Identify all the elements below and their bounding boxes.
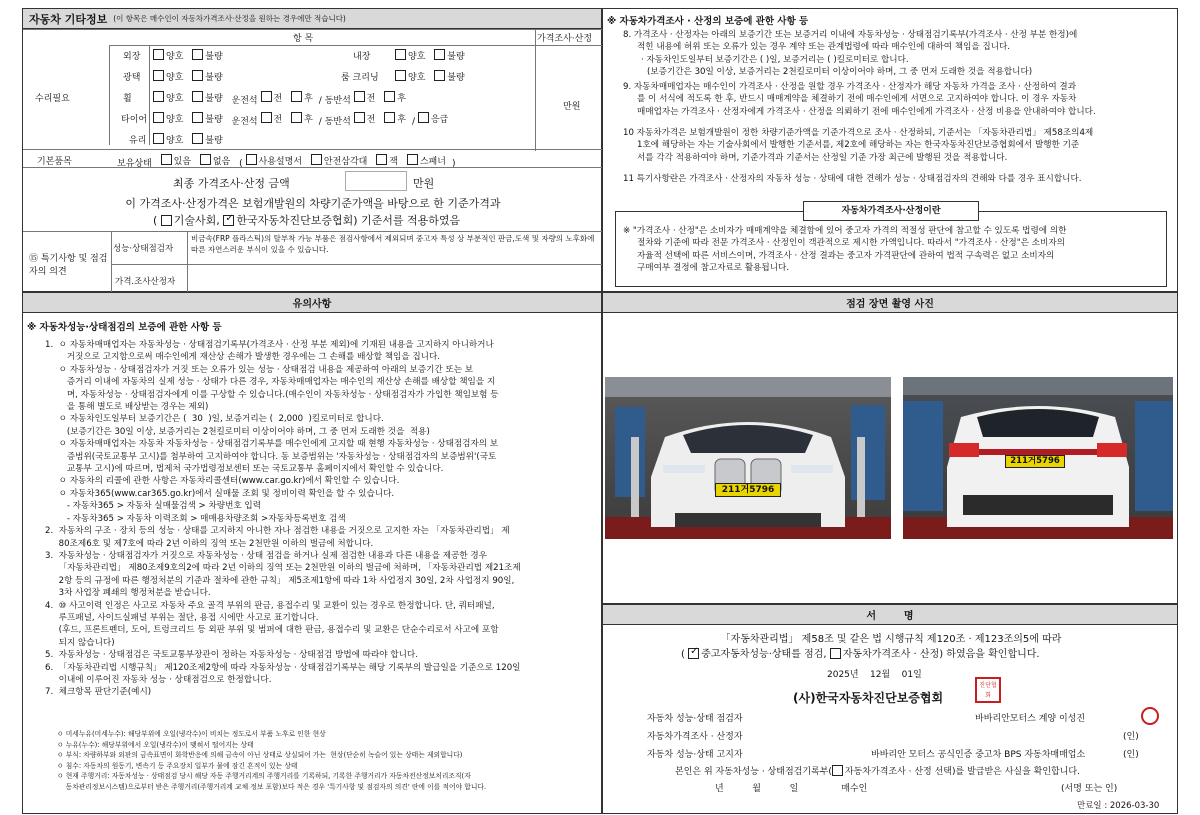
opt-label: 후 xyxy=(397,94,406,104)
triangle-checkbox[interactable] xyxy=(311,154,322,165)
opt-label: 불량 xyxy=(447,73,465,83)
note-line: 7. 체크항목 판단기준(예시) xyxy=(45,687,152,698)
price-inspector-label: 가격.조사산정자 xyxy=(115,277,176,287)
notes-criteria xyxy=(57,729,597,792)
wheel-label: 휠 xyxy=(123,94,132,104)
p10-line: 1호에 해당하는 자는 기술사회에서 발행한 기준서를, 제2호에 해당하는 자는 한국자동차진단보증협회에서 발행한 기준 xyxy=(637,140,1080,151)
glass-bad-checkbox[interactable] xyxy=(192,133,203,144)
driver-label: 운전석 xyxy=(231,117,258,127)
criteria-line: ㅇ 미세누유(미세누수): 해당부위에 오일(냉각수)이 비치는 정도로서 부품 노후로 인한 현상 xyxy=(57,730,326,738)
tire-driver-front-checkbox[interactable] xyxy=(261,112,272,123)
note-line: 3. 자동차성능 · 상태점검자가 거짓으로 자동차성능 · 상태 점검을 하거나 실제 점검한 내용과 다른 내용을 제공한 경우 xyxy=(45,550,487,561)
final-price-unit: 만원 xyxy=(413,177,435,190)
opt-label: 후 xyxy=(304,115,313,125)
jack-checkbox[interactable] xyxy=(376,154,387,165)
note-line: (보증기간은 30일 이상, 보증거리는 2천킬로미터 이상이어야 하며, 그 중 먼저 도래한 것을 적용) xyxy=(45,426,430,437)
opt-label: 양호 xyxy=(166,94,184,104)
sign-opt-a: 중고자동차성능·상태를 점검, xyxy=(701,649,827,660)
criteria-line: ㅇ 현재 주행거리: 자동차성능 · 상태점검 당시 해당 자동 주행거리계의 주행거리를 기록하되, 기록한 주행거리가 자동차전산정보처리조직(자 xyxy=(57,772,471,780)
criteria-line: ㅇ 부식: 차량하부와 외판의 금속표면이 화학반응에 의해 금속이 아닌 상태로 상실되어 가는 현상(단순히 녹슬어 있는 상태는 제외합니다) xyxy=(57,751,463,759)
manual-checkbox[interactable] xyxy=(246,154,257,165)
sign-statement1: 「자동차관리법」 제58조 및 같은 법 시행규칙 제120조 · 제123조의5에 따라 xyxy=(720,634,1062,645)
opt-label: 없음 xyxy=(212,157,231,167)
note-line: 2항 등의 규정에 따른 행정처분의 기준과 절차에 관한 규칙」 제5조제1항에 따라 1차 사업정지 30일, 2차 사업정지 90일, xyxy=(45,575,515,586)
other-info-section: 자동차 기타정보 (이 항목은 매수인이 자동차가격조사·산정을 원하는 경우에만 적습니다) 항 목 가격조사·산정 수리필요 만원 외장 양호 불량 내장 양호 불량 광택 양호 불량 룸 크리닝 양호 불량 휠 양호 불량 운전석 전 후 / 동반석 전 후 타이어 양호 불량 운전석 전 후 / 동반석 전 후 / 응급 유리 양호 불량 기본품목 보유상태 있음 없음 ( 사용설명서 안전삼각대 잭 스패너 ) 최종 가격조사·산정 금액 만원 이 가격조사·산정가격은 보험개발원의 차량기준가액을 바탕으로 한 기준가격과 ( 기술사회, ✓ 한국자동차진단보증협회) 기준서를 적용하였음 ⑮ 특기사항 및 점검자의 의견 성능·상태점검자 비금속(FRP 플라스틱)의 탈부착 가능 부품은 점검사항에서 제외되며 중고자 특성 상 부분적인 판금,도색 및 자량의 노후화에 따른 자연스러운 부식이 있을 수 있습니다. 가격.조사산정자 xyxy=(22,8,602,292)
p10-line: 서를 각각 적용하여야 하며, 기준가격과 기준서는 산정일 기준 가장 최근에 발행된 것을 적용합니다. xyxy=(637,152,1008,163)
opt-label: 양호 xyxy=(166,115,184,125)
note-line: 며, 자동차성능 · 상태점검자에게 이를 구상할 수 있습니다.(매수인이 자동차성능 · 상태점검자가 가입한 책임보험 등 xyxy=(45,389,499,400)
note-line: - 자동차365 > 자동차 이력조회 > 매매용차량조회 >자동차등록번호 검색 xyxy=(45,513,346,524)
note-line: 1. ㅇ 자동차매매업자는 자동차성능 · 상태점검기록부(가격조사 · 산정 부분 제외)에 기재된 내용을 고지하지 아니하거나 xyxy=(45,340,494,350)
opt-label: 불량 xyxy=(205,52,223,62)
opt-label: 전 xyxy=(273,115,283,125)
price-guarantee-section xyxy=(602,8,1178,292)
note-line: 루프패널, 사이드실패널 부위는 절단, 용접 시에만 사고로 표기합니다. xyxy=(45,612,319,623)
note-line: 거짓으로 고지함으로써 매수인에게 재산상 손해가 발생한 경우에는 그 손해를 배상할 책임을 집니다. xyxy=(45,352,440,363)
p8-line: 적힌 내용에 허위 또는 오류가 있는 경우 계약 또는 관계법령에 따라 매수인에 대하여 책임을 집니다. xyxy=(637,42,1011,53)
basis-opt2-label: 한국자동차진단보증협회) 기준서를 적용하였음 xyxy=(236,214,461,227)
none-checkbox[interactable] xyxy=(200,154,211,165)
special-label: ⑮ 특기사항 및 점검자의 의견 xyxy=(29,254,108,277)
opt-label: 있음 xyxy=(173,157,192,167)
note-line: (후드, 프론트펜더, 도어, 트렁크리드 등 외판 부위 및 범퍼에 대한 판금, 용접수리 및 교환은 단순수리로서 사고에 포함 xyxy=(45,625,499,636)
wheel-good-checkbox[interactable] xyxy=(153,91,164,102)
room-clean-good-checkbox[interactable] xyxy=(395,70,406,81)
tire-bad-checkbox[interactable] xyxy=(192,112,203,123)
gloss-bad-checkbox[interactable] xyxy=(192,70,203,81)
tire-label: 타이어 xyxy=(121,115,148,125)
rear-photo xyxy=(903,377,1173,539)
criteria-line: 동차관리정보시스템)으로부터 받은 주행거리(주행거리계 교체 정보 포함)보다 적은 경우 '특기사항 및 점검자의 의견' 란에 이를 적어야 합니다. xyxy=(57,782,487,791)
tire-driver-rear-checkbox[interactable] xyxy=(291,112,302,123)
opt-label: 불량 xyxy=(205,136,223,146)
p8 xyxy=(623,29,1077,79)
p8-line: · 자동차인도일부터 보증기간은 ( )일, 보증거리는 ( )킬로미터로 합니다. xyxy=(641,54,909,65)
opt-label: 불량 xyxy=(205,73,223,83)
opt-label: 전 xyxy=(366,115,376,125)
glass-good-checkbox[interactable] xyxy=(153,133,164,144)
repair-label: 수리필요 xyxy=(35,94,70,104)
opt-label: 잭 xyxy=(389,157,398,167)
p9-line: 매매업자는 가격조사 · 산정자에게 가격조사 · 산정을 의뢰하기 전에 매수인에게 가격조사 · 산정 비용을 안내하여야 합니다. xyxy=(637,106,1096,117)
note-line: 4. ⑩ 사고이력 인정은 사고로 자동차 주요 골격 부위의 판금, 용접수리 및 교환이 있는 경우로 한정합니다. 단, 쿼터패널, xyxy=(45,600,495,611)
basic-items-label: 기본품목 xyxy=(37,157,72,167)
sign-org: (사)한국자동차진단보증협회 xyxy=(793,691,944,705)
wheel-bad-checkbox[interactable] xyxy=(192,91,203,102)
photos-header: 점검 장면 촬영 사진 xyxy=(603,293,1177,313)
col-price-header: 가격조사·산정 xyxy=(537,34,593,44)
basis-opt1-label: 기술사회, xyxy=(173,214,220,227)
photos-section xyxy=(602,292,1178,604)
notes-section xyxy=(22,292,602,814)
sign-row-value: 바바리안모터스 계양 이성진 xyxy=(975,714,1086,724)
notes-list xyxy=(45,339,601,699)
org-seal xyxy=(975,677,1001,703)
opt-label: 양호 xyxy=(408,52,426,62)
tire-pass-rear-checkbox[interactable] xyxy=(384,112,395,123)
criteria-line: ㅇ 누유(누수): 해당부위에서 오일(냉각수)이 맺혀서 떨어지는 상태 xyxy=(57,740,254,749)
final-price-label: 최종 가격조사·산정 금액 xyxy=(173,177,290,190)
p9 xyxy=(623,81,1096,118)
note-line: - 자동차365 > 자동차 실매물검색 > 차량번호 입력 xyxy=(45,501,262,512)
note-line: ㅇ 자동차성능 · 상태점검자가 거짓 또는 오류가 있는 성능 · 상태점검 내용을 제공하여 아래의 보증기간 또는 보 xyxy=(45,364,474,375)
perf-inspector-label: 성능·상태점검자 xyxy=(113,244,174,254)
notes-subheader: ※ 자동차성능·상태점검의 보증에 관한 사항 등 xyxy=(27,322,222,333)
opt-label: 양호 xyxy=(408,73,426,83)
opt-label: 불량 xyxy=(447,52,465,62)
opt-label: 양호 xyxy=(166,73,184,83)
price-def-title: 자동차가격조사·산정이란 xyxy=(803,201,979,221)
sign-opt-b: 자동차가격조사 · 산정) 하였음을 확인합니다. xyxy=(842,649,1040,660)
sign-row-mark: (인) xyxy=(1123,750,1139,760)
note-line: 80조제6호 및 제7호에 따라 2년 이하의 징역 또는 2천만원 이하의 벌금에 처합니다. xyxy=(45,538,374,549)
wheel-driver-front-checkbox[interactable] xyxy=(261,91,272,102)
interior-label: 내장 xyxy=(353,52,371,62)
note-line: 되지 않습니다) xyxy=(45,637,115,648)
room-clean-bad-checkbox[interactable] xyxy=(434,70,445,81)
tire-pass-front-checkbox[interactable] xyxy=(354,112,365,123)
p8-line: 8. 가격조사 · 산정자는 아래의 보증기간 또는 보증거리 이내에 자동차성능 · 상태점검기록부(가격조사 · 산정 부분 한정)에 xyxy=(623,30,1078,40)
p10 xyxy=(623,127,1093,164)
have-checkbox[interactable] xyxy=(161,154,172,165)
wheel-driver-rear-checkbox[interactable] xyxy=(291,91,302,102)
price-guarantee-header: ※ 자동차가격조사 · 산정의 보증에 관한 사항 등 xyxy=(607,16,809,27)
def-line: 구매여부 결정에 참고자료로 활용됩니다. xyxy=(637,263,790,274)
other-info-title: 자동차 기타정보 xyxy=(29,12,108,26)
rear-plate: 211거5796 xyxy=(1005,455,1065,468)
opt-label: 양호 xyxy=(166,136,184,146)
note-line: ㅇ 자동차매매업자는 자동차 자동차성능 · 상태점검기록부를 매수인에게 고지할 때 현행 자동차성능 · 상태점검자의 보 xyxy=(45,439,499,450)
opt-label: 불량 xyxy=(205,94,223,104)
note-line: 「자동차관리법」 제80조제9호의2에 따라 2년 이하의 징역 또는 2천만원 이하의 벌금에 처하며, 「자동차관리법 제21조제 xyxy=(45,563,521,574)
sign-row-mark: (인) xyxy=(1123,732,1139,742)
tire-emergency-checkbox[interactable] xyxy=(418,112,429,123)
note-line: 6. 「자동차관리법 시행규칙」 제120조제2항에 따라 자동차성능 · 상태점검기록부는 해당 기록부의 발급일을 기준으로 120일 xyxy=(45,662,521,673)
opt-label: 안전삼각대 xyxy=(323,157,368,167)
exterior-label: 외장 xyxy=(123,52,141,62)
sign-row-value: 바바리안 모터스 공식인증 중고차 BPS 자동차매매업소 xyxy=(871,750,1086,760)
receipt-a: 본인은 위 자동차성능 · 상태점검기록부( xyxy=(675,767,832,777)
passenger-label: 동반석 xyxy=(324,117,351,127)
opt-label: 후 xyxy=(397,115,406,125)
opt-label: 전 xyxy=(273,94,283,104)
basis-opt1-checkbox[interactable] xyxy=(161,215,172,226)
note-line: 을 통해 별도로 배상받는 경우는 제외) xyxy=(45,402,209,413)
col-item-header: 항 목 xyxy=(293,34,314,44)
signature-section: 서 명 「자동차관리법」 제58조 및 같은 법 시행규칙 제120조 · 제123조의5에 따라 ( ✓중고자동차성능·상태를 점검, 자동차가격조사 · 산정) 하였음을 확인합니다. 2025년 12월 01일 (사)한국자동차진단보증협회 진단협회 자동차 성능·상태 점검자 바바리안모터스 계양 이성진 자동차가격조사 · 산정자 (인) 자동차 성능·상태 고지자 바바리안 모터스 공식인증 중고차 BPS 자동차매매업소 (인) 본인은 위 자동차성능 · 상태점검기록부( 자동차가격조사 · 산정 선택)를 발급받은 사실을 확인합니다. 년 월 일 매수인 (서명 또는 인) 만료일 : 2026-03-30 xyxy=(602,604,1178,814)
notes-header: 유의사항 xyxy=(23,293,601,313)
p10-line: 10 자동차가격은 보험개발원이 정한 차량기준가액을 기준가격으로 조사 · 산정하되, 기준서는 「자동차관리법」 제58조의4제 xyxy=(623,128,1094,138)
def-line: ※ "가격조사 · 산정"은 소비자가 매매계약을 체결함에 있어 중고자 가격의 적절성 판단에 참고할 수 있도록 법령에 의한 xyxy=(623,226,1067,236)
note-line: 3차 사업장 폐쇄의 행정처분을 받습니다. xyxy=(45,588,211,599)
opt-label: 양호 xyxy=(166,52,184,62)
opt-label: 불량 xyxy=(205,115,223,125)
receipt-b: 자동차가격조사 · 산정 선택)를 발급받은 사실을 확인합니다. xyxy=(844,767,1080,777)
exterior-good-checkbox[interactable] xyxy=(153,49,164,60)
basis-opt2-checkbox[interactable] xyxy=(223,215,234,226)
opt-label: 응급 xyxy=(430,115,449,125)
sign-perf-checkbox[interactable] xyxy=(688,648,699,659)
opt-label: 스패너 xyxy=(419,157,446,167)
price-unit: 만원 xyxy=(563,102,581,112)
other-info-subtitle: (이 항목은 매수인이 자동차가격조사·산정을 원하는 경우에만 적습니다) xyxy=(113,14,346,23)
front-photo xyxy=(605,377,891,539)
note-line: ㅇ 자동차의 리콜에 관한 사항은 자동차리콜센터(www.car.go.kr)에서 확인할 수 있습니다. xyxy=(45,476,400,487)
perf-opinion-text: 비금속(FRP 플라스틱)의 탈부착 가능 부품은 점검사항에서 제외되며 중고자 특성 상 부분적인 판금,도색 및 자량의 노후화에 따른 자연스러운 부식이 있을 수 있습니다. xyxy=(191,234,595,254)
sign-row-label: 자동차 성능·상태 고지자 xyxy=(647,750,743,760)
wheel-pass-rear-checkbox[interactable] xyxy=(384,91,395,102)
note-line: ㅇ 자동차365(www.car365.go.kr)에서 실매물 조회 및 정비이력 확인을 할 수 있습니다. xyxy=(45,488,395,499)
wheel-pass-front-checkbox[interactable] xyxy=(354,91,365,102)
holding-label: 보유상태 xyxy=(117,159,152,169)
front-plate: 211거5796 xyxy=(715,483,781,497)
opt-label: 후 xyxy=(304,94,313,104)
receipt-date: 년 월 일 매수인 xyxy=(715,784,868,794)
def-line: 절차와 기준에 따라 전문 가격조사 · 산정인이 객관적으로 제시한 가액입니다. 따라서 "가격조사 · 산정"은 소비자의 xyxy=(637,238,1065,249)
p11: 11 특기사항란은 가격조사 · 산정자의 자동차 성능 · 상태에 대한 견해가 성능 · 상태점검자의 견해와 다를 경우 표시합니다. xyxy=(623,174,1082,184)
note-line: ㅇ 자동차인도일부터 보증기간은 ( 30 )일, 보증거리는 ( 2,000 )킬로미터로 합니다. xyxy=(45,414,384,425)
note-line: 이내에 이루어진 자동차 성능 · 상태점검으로 한정합니다. xyxy=(45,674,272,685)
other-info-header xyxy=(23,9,601,29)
receipt-sign: (서명 또는 인) xyxy=(1061,784,1118,794)
note-line: 교통부 고시)에 따르며, 법제처 국가법령정보센터 또는 국토교통부 홈페이지에서 확인할 수 있습니다. xyxy=(45,464,444,475)
front-car-image xyxy=(605,377,891,539)
def-line: 자율적 선택에 따른 서비스이며, 가격조사 · 산정 결과는 중고자 가격판단에 관하여 법적 구속력은 없고 소비자의 xyxy=(637,250,1055,261)
p9-line: 를 이 서식에 적도록 한 후, 반드시 매매계약을 체결하기 전에 매수인에게 서면으로 고지하여야 합니다. 이 경우 자동차 xyxy=(637,94,1077,105)
interior-good-checkbox[interactable] xyxy=(395,49,406,60)
p8-line: (보증기간은 30일 이상, 보증거리는 2천킬로미터 이상이어야 하며, 그 중 먼저 도래한 것을 적용합니다) xyxy=(647,67,1033,78)
opt-label: 사용설명서 xyxy=(258,157,303,167)
price-def xyxy=(623,225,1066,275)
opt-label: 전 xyxy=(366,94,376,104)
note-line: 증범위(국토교통부 고시)를 첨부하여 고지하여야 합니다. 동 보증범위는 '자동차성능 · 상태점검자의 보증범위'(국토 xyxy=(45,451,497,462)
p9-line: 9. 자동차매매업자는 매수인이 가격조사 · 산정을 원할 경우 가격조사 · 산정자가 해당 자동차 가격을 조사 · 산정하여 결과 xyxy=(623,82,1077,92)
seal-text: 진단협회 xyxy=(979,682,997,699)
interior-bad-checkbox[interactable] xyxy=(434,49,445,60)
tire-good-checkbox[interactable] xyxy=(153,112,164,123)
glass-label: 유리 xyxy=(129,136,147,146)
basis-line1: 이 가격조사·산정가격은 보험개발원의 차량기준가액을 바탕으로 한 기준가격과 xyxy=(125,197,501,210)
expiry-date: 만료일 : 2026-03-30 xyxy=(1077,801,1160,811)
signature-header: 서 명 xyxy=(603,605,1177,625)
note-line: 증거리 이내에 자동차의 실제 성능 · 상태가 다른 경우, 자동차매매업자는 매수인의 재산상 손해를 배상할 책임을 지 xyxy=(45,377,496,388)
driver-label: 운전석 xyxy=(231,96,258,106)
final-price-input[interactable] xyxy=(345,171,407,191)
gloss-good-checkbox[interactable] xyxy=(153,70,164,81)
sign-row-label: 자동차가격조사 · 산정자 xyxy=(647,732,743,742)
sign-price-checkbox[interactable] xyxy=(830,648,841,659)
inspector-stamp xyxy=(1141,707,1159,725)
gloss-label: 광택 xyxy=(123,73,141,83)
spanner-checkbox[interactable] xyxy=(407,154,418,165)
criteria-line: ㅇ 침수: 자동차의 원동기, 변속기 등 주요장치 일부가 물에 잠긴 흔적이 있는 상태 xyxy=(57,761,298,770)
room-clean-label: 룸 크리닝 xyxy=(341,73,379,83)
exterior-bad-checkbox[interactable] xyxy=(192,49,203,60)
passenger-label: 동반석 xyxy=(324,96,351,106)
sign-date: 2025년 12월 01일 xyxy=(827,670,922,680)
note-line: 5. 자동차성능 · 상태점검은 국토교통부장관이 정하는 자동차성능 · 상태점검 방법에 따라야 합니다. xyxy=(45,650,418,661)
note-line: 2. 자동차의 구조 · 장치 등의 성능 · 상태를 고지하지 아니한 자나 점검한 내용을 거짓으로 고지한 자는 「자동차관리법」 제 xyxy=(45,526,510,537)
receipt-price-checkbox[interactable] xyxy=(832,765,843,776)
sign-row-label: 자동차 성능·상태 점검자 xyxy=(647,714,743,724)
